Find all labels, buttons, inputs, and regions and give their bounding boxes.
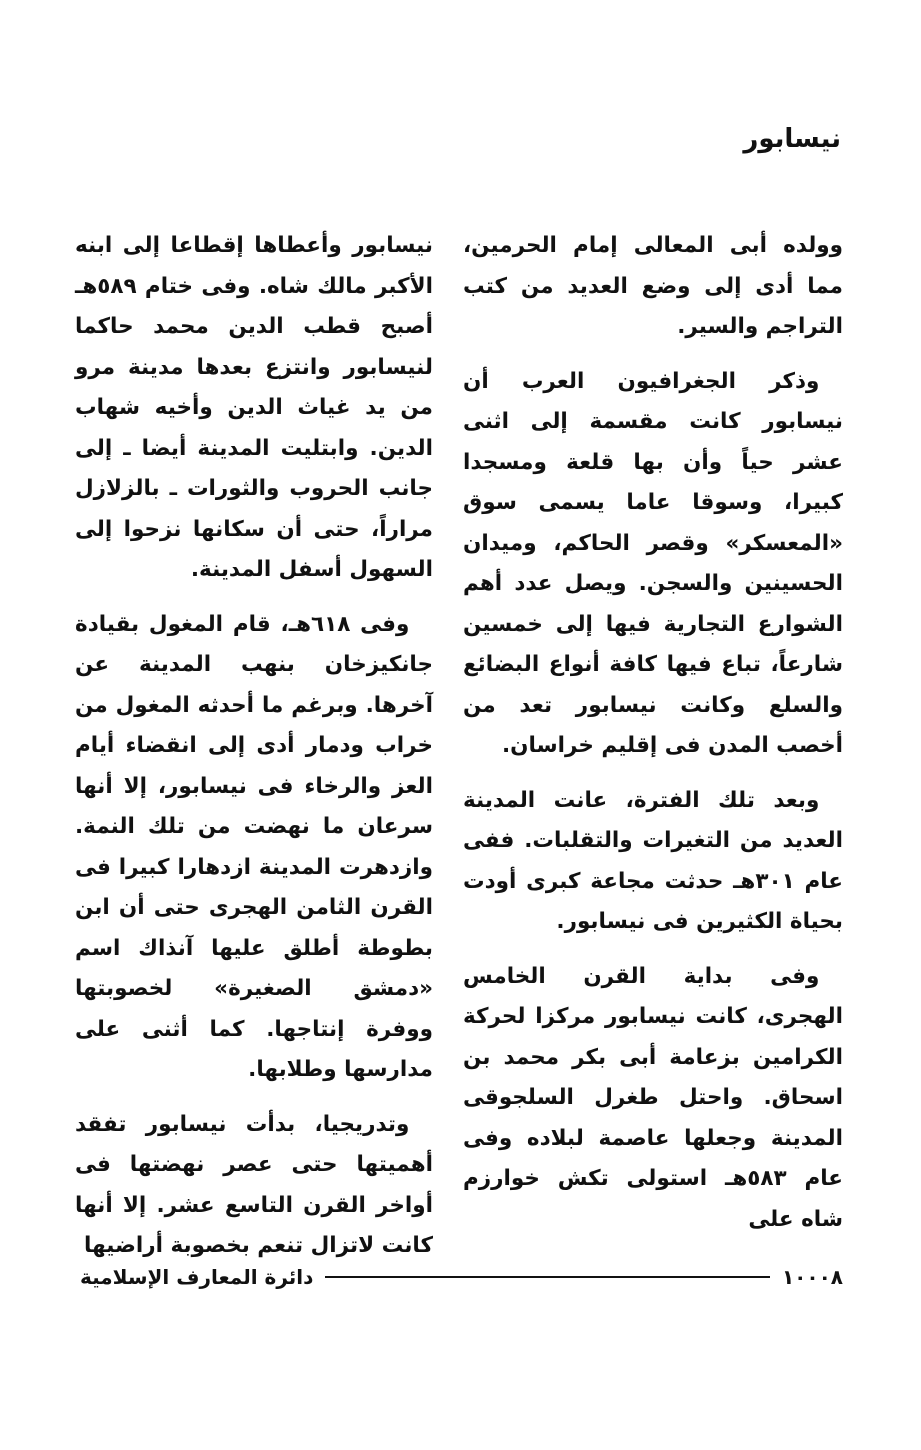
- text-column-right: [463, 226, 843, 1254]
- page-footer: [80, 1262, 843, 1292]
- publication-title: دائرة المعارف الإسلامية: [80, 1265, 314, 1289]
- paragraph: وولده أبى المعالى إمام الحرمين، مما أدى إلى وضع العديد من كتب التراجم والسير.: [463, 233, 843, 339]
- page-number: ١٠٠٠٨: [781, 1265, 843, 1289]
- running-head: نيسابور: [743, 124, 841, 154]
- footer-rule: [325, 1276, 770, 1278]
- paragraph: وفى بداية القرن الخامس الهجرى، كانت نيسابور مركزا لحركة الكرامين بزعامة أبى بكر محمد بن اسحاق. واحتل طغرل السلجوقى المدينة وجعلها عاصمة لبلاده وفى عام ٥٨٣هـ استولى تكش خوارزم شاه على: [463, 963, 843, 1232]
- paragraph: وفى ٦١٨هـ، قام المغول بقيادة جانكيزخان بنهب المدينة عن آخرها. وبرغم ما أحدثه المغول من خراب ودمار أدى إلى انقضاء أيام العز والرخاء فى نيسابور، إلا أنها سرعان ما نهضت من تلك النمة. وازدهرت المدينة ازدهارا كبيرا فى القرن الثامن الهجرى حتى أن ابن بطوطة أطلق عليها آنذاك اسم «دمشق الصغيرة» لخصوبتها ووفرة إنتاجها. كما أثنى على مدارسها وطلابها.: [75, 611, 433, 1082]
- paragraph: نيسابور وأعطاها إقطاعا إلى ابنه الأكبر مالك شاه. وفى ختام ٥٨٩هـ أصبح قطب الدين محمد حاكما لنيسابور وانتزع بعدها مدينة مرو من يد غياث الدين وأخيه شهاب الدين. وابتليت المدينة أيضا ـ إلى جانب الحروب والثورات ـ بالزلازل مراراً، حتى أن سكانها نزحوا إلى السهول أسفل المدينة.: [75, 233, 433, 582]
- paragraph: وتدريجيا، بدأت نيسابور تفقد أهميتها حتى عصر نهضتها فى أواخر القرن التاسع عشر. إلا أنها كانت لاتزال تنعم بخصوبة أراضيها: [75, 1111, 433, 1258]
- paragraph: وبعد تلك الفترة، عانت المدينة العديد من التغيرات والتقلبات. ففى عام ٣٠١هـ حدثت مجاعة كبرى أودت بحياة الكثيرين فى نيسابور.: [463, 787, 843, 934]
- paragraph: وذكر الجغرافيون العرب أن نيسابور كانت مقسمة إلى اثنى عشر حياً وأن بها قلعة ومسجدا كبيرا، وسوقا عاما يسمى سوق «المعسكر» وقصر الحاكم، وميدان الحسينين والسجن. ويصل عدد أهم الشوارع التجارية فيها إلى خمسين شارعاً، تباع فيها كافة أنواع البضائع والسلع وكانت نيسابور تعد من أخصب المدن فى إقليم خراسان.: [463, 368, 843, 758]
- text-column-left: [75, 226, 433, 1281]
